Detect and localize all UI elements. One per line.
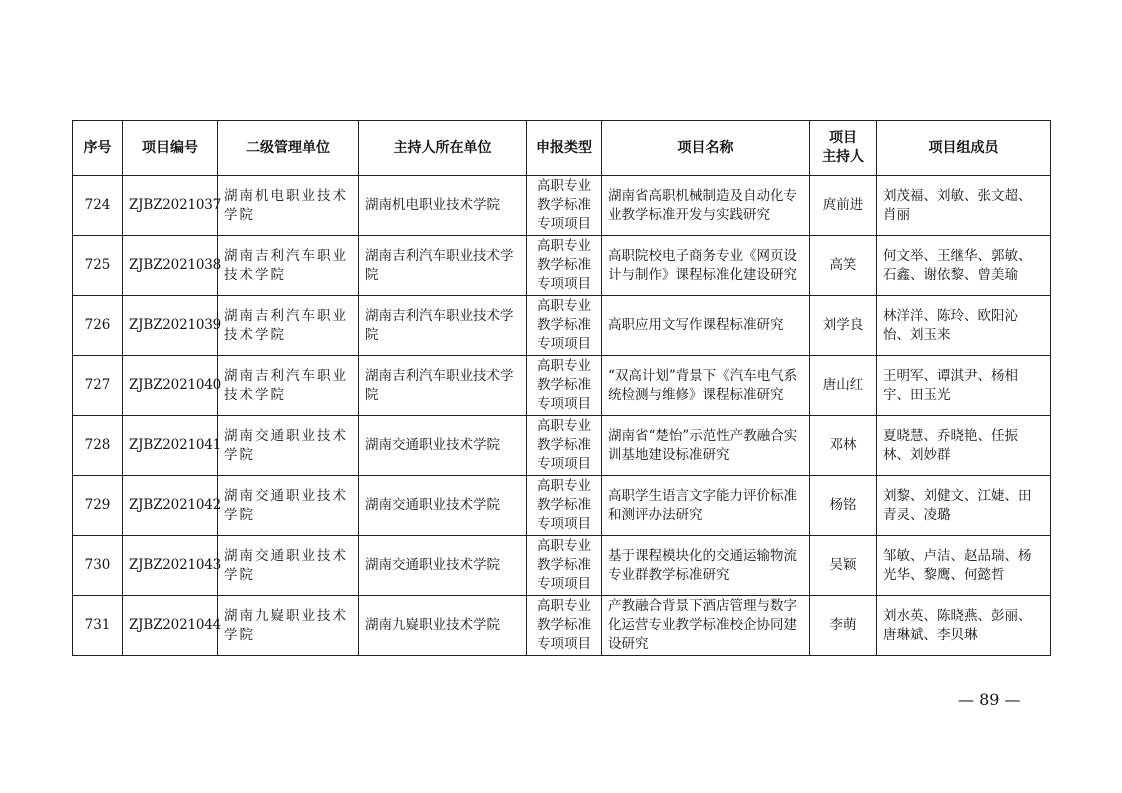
cell-code: ZJBZ2021038 <box>123 236 218 296</box>
cell-name: 湖南省高职机械制造及自动化专业教学标准开发与实践研究 <box>602 176 810 236</box>
cell-members: 何文举、王继华、郭敏、石鑫、谢依黎、曾美瑜 <box>877 236 1051 296</box>
header-seq: 序号 <box>73 121 123 176</box>
cell-unit1: 湖南吉利汽车职业技术学院 <box>218 236 359 296</box>
cell-type: 高职专业教学标准专项项目 <box>527 536 602 596</box>
cell-type: 高职专业教学标准专项项目 <box>527 296 602 356</box>
cell-type: 高职专业教学标准专项项目 <box>527 596 602 656</box>
table-row <box>73 416 1051 476</box>
cell-host: 李萌 <box>810 596 877 656</box>
cell-host: 刘学良 <box>810 296 877 356</box>
cell-unit2: 湖南九嶷职业技术学院 <box>359 596 527 656</box>
cell-unit1: 湖南吉利汽车职业技术学院 <box>218 296 359 356</box>
cell-unit2: 湖南吉利汽车职业技术学院 <box>359 236 527 296</box>
table-row <box>73 176 1051 236</box>
cell-code: ZJBZ2021044 <box>123 596 218 656</box>
cell-code: ZJBZ2021040 <box>123 356 218 416</box>
cell-unit1: 湖南机电职业技术学院 <box>218 176 359 236</box>
table-row <box>73 596 1051 656</box>
cell-unit1: 湖南交通职业技术学院 <box>218 536 359 596</box>
header-host <box>810 121 877 176</box>
cell-host: 高笑 <box>810 236 877 296</box>
header-unit1: 二级管理单位 <box>218 121 359 176</box>
cell-host: 邓林 <box>810 416 877 476</box>
cell-name: “双高计划”背景下《汽车电气系统检测与维修》课程标准研究 <box>602 356 810 416</box>
table-row <box>73 476 1051 536</box>
cell-unit1: 湖南交通职业技术学院 <box>218 416 359 476</box>
table-row <box>73 536 1051 596</box>
cell-members: 刘黎、刘健文、江婕、田青灵、凌璐 <box>877 476 1051 536</box>
cell-seq: 728 <box>73 416 123 476</box>
cell-type: 高职专业教学标准专项项目 <box>527 356 602 416</box>
cell-members: 邹敏、卢洁、赵品瑞、杨光华、黎鹰、何懿哲 <box>877 536 1051 596</box>
header-members: 项目组成员 <box>877 121 1051 176</box>
header-host-line2: 主持人 <box>822 149 864 165</box>
cell-seq: 730 <box>73 536 123 596</box>
cell-name: 基于课程模块化的交通运输物流专业群教学标准研究 <box>602 536 810 596</box>
cell-unit2: 湖南交通职业技术学院 <box>359 476 527 536</box>
cell-seq: 726 <box>73 296 123 356</box>
table-row <box>73 296 1051 356</box>
cell-members: 林洋洋、陈玲、欧阳沁怡、刘玉来 <box>877 296 1051 356</box>
cell-code: ZJBZ2021037 <box>123 176 218 236</box>
table-row <box>73 356 1051 416</box>
cell-name: 高职院校电子商务专业《网页设计与制作》课程标准化建设研究 <box>602 236 810 296</box>
header-type: 申报类型 <box>527 121 602 176</box>
cell-name: 湖南省“楚怡”示范性产教融合实训基地建设标准研究 <box>602 416 810 476</box>
header-code: 项目编号 <box>123 121 218 176</box>
cell-unit2: 湖南交通职业技术学院 <box>359 536 527 596</box>
cell-unit1: 湖南吉利汽车职业技术学院 <box>218 356 359 416</box>
cell-host: 唐山红 <box>810 356 877 416</box>
cell-unit2: 湖南交通职业技术学院 <box>359 416 527 476</box>
cell-seq: 727 <box>73 356 123 416</box>
cell-name: 产教融合背景下酒店管理与数字化运营专业教学标准校企协同建设研究 <box>602 596 810 656</box>
cell-name: 高职学生语言文字能力评价标准和测评办法研究 <box>602 476 810 536</box>
cell-host: 杨铭 <box>810 476 877 536</box>
cell-seq: 725 <box>73 236 123 296</box>
header-host-line1: 项目 <box>829 130 857 146</box>
cell-name: 高职应用文写作课程标准研究 <box>602 296 810 356</box>
cell-code: ZJBZ2021043 <box>123 536 218 596</box>
cell-type: 高职专业教学标准专项项目 <box>527 416 602 476</box>
cell-members: 夏晓慧、乔晓艳、任振林、刘妙群 <box>877 416 1051 476</box>
cell-unit1: 湖南九嶷职业技术学院 <box>218 596 359 656</box>
cell-code: ZJBZ2021039 <box>123 296 218 356</box>
cell-host: 吴颖 <box>810 536 877 596</box>
cell-unit2: 湖南吉利汽车职业技术学院 <box>359 296 527 356</box>
cell-type: 高职专业教学标准专项项目 <box>527 236 602 296</box>
header-unit2: 主持人所在单位 <box>359 121 527 176</box>
project-table <box>72 120 1051 656</box>
table-row <box>73 236 1051 296</box>
cell-code: ZJBZ2021042 <box>123 476 218 536</box>
cell-members: 王明军、谭淇尹、杨相宇、田玉光 <box>877 356 1051 416</box>
header-row <box>73 121 1051 176</box>
cell-type: 高职专业教学标准专项项目 <box>527 176 602 236</box>
header-name: 项目名称 <box>602 121 810 176</box>
cell-seq: 729 <box>73 476 123 536</box>
cell-unit2: 湖南机电职业技术学院 <box>359 176 527 236</box>
cell-seq: 724 <box>73 176 123 236</box>
cell-code: ZJBZ2021041 <box>123 416 218 476</box>
cell-host: 庹前进 <box>810 176 877 236</box>
cell-members: 刘水英、陈晓燕、彭丽、唐琳斌、李贝琳 <box>877 596 1051 656</box>
page-number: — 89 — <box>958 690 1021 709</box>
cell-members: 刘茂福、刘敏、张文超、肖丽 <box>877 176 1051 236</box>
cell-type: 高职专业教学标准专项项目 <box>527 476 602 536</box>
cell-unit2: 湖南吉利汽车职业技术学院 <box>359 356 527 416</box>
cell-unit1: 湖南交通职业技术学院 <box>218 476 359 536</box>
cell-seq: 731 <box>73 596 123 656</box>
